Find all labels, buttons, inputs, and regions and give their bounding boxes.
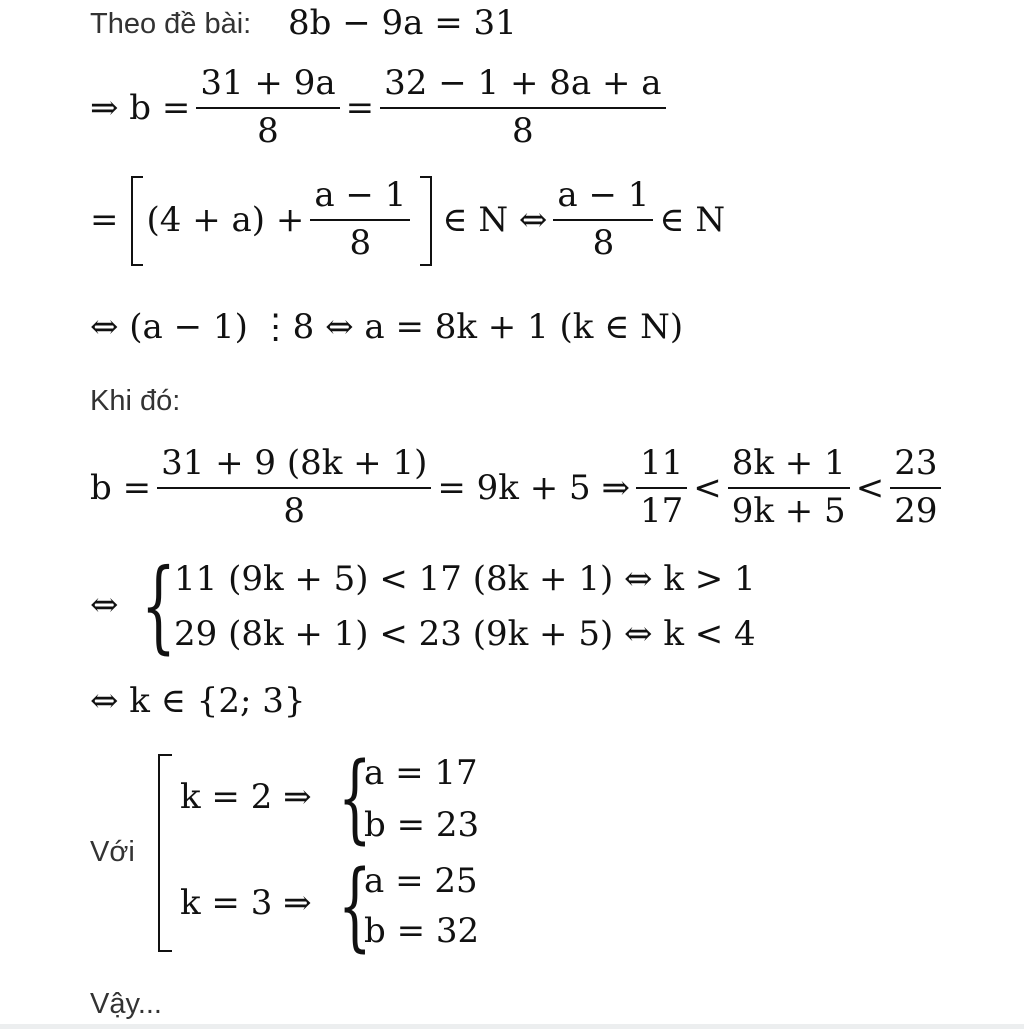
fraction-bar [380, 107, 665, 109]
case-b-23: b = 23 [364, 805, 480, 845]
fraction-bar [196, 107, 339, 109]
equation-b-expression [90, 63, 672, 151]
equals-9k-5-implies: = 9k + 5 ⇒ [437, 467, 630, 508]
b-equals: b = [90, 467, 152, 508]
fraction-denominator: 9k + 5 [731, 490, 846, 531]
square-bracket-group [131, 176, 433, 264]
fraction-denominator: 8 [257, 110, 279, 151]
fraction-bar [890, 487, 941, 489]
fraction-8k1-9k5 [728, 443, 850, 531]
fraction-bar [310, 219, 410, 221]
fraction-numerator: 31 + 9 (8k + 1) [161, 443, 428, 483]
system-equivalence-arrow: ⇔ [90, 585, 119, 625]
bracket-inner-term: (4 + a) + [146, 200, 305, 240]
left-square-bracket [131, 176, 143, 266]
fraction-32-1-8a-a [380, 63, 665, 151]
less-than-sign: < [855, 467, 885, 508]
bottom-divider [0, 1024, 1024, 1029]
case-b-32: b = 32 [364, 911, 480, 951]
fraction-numerator: 31 + 9a [200, 63, 336, 103]
case-a-17: a = 17 [364, 753, 478, 793]
left-curly-brace: { [338, 742, 372, 854]
fraction-denominator: 8 [592, 223, 615, 263]
fraction-numerator: a − 1 [557, 175, 650, 216]
system-row-2: 29 (8k + 1) < 23 (9k + 5) ⇔ k < 4 [174, 614, 756, 654]
fraction-bar [728, 487, 850, 489]
khi-do-label: Khi đó: [90, 385, 181, 417]
fraction-23-29 [890, 443, 941, 531]
fraction-bar [157, 487, 431, 489]
less-than-sign: < [693, 467, 722, 508]
right-square-bracket [420, 176, 432, 266]
membership-equivalence: ∈ N ⇔ [442, 200, 548, 240]
case-condition-k2: k = 2 ⇒ [180, 777, 312, 817]
fraction-denominator: 17 [639, 490, 684, 531]
equation-bracket-membership [90, 176, 725, 264]
fraction-bar [636, 487, 687, 489]
fraction-a-1-over-8 [310, 175, 410, 263]
fraction-denominator: 8 [349, 223, 372, 263]
voi-label: Với [90, 836, 135, 868]
fraction-numerator: 8k + 1 [731, 443, 846, 483]
case-square-bracket [158, 754, 172, 952]
intro-label: Theo đề bài: [90, 8, 252, 40]
fraction-31-9a [196, 63, 339, 151]
k-set-equation: ⇔ k ∈ {2; 3} [90, 681, 306, 721]
conclusion-text: Vậy... [90, 988, 162, 1020]
fraction-31-9-8k-1 [157, 443, 431, 531]
equals-sign: = [345, 87, 375, 128]
fraction-bar [553, 219, 653, 221]
fraction-denominator: 8 [283, 490, 306, 531]
fraction-denominator: 29 [894, 490, 938, 531]
fraction-denominator: 8 [512, 110, 534, 151]
case-condition-k3: k = 3 ⇒ [180, 883, 312, 923]
fraction-11-17 [636, 443, 687, 531]
implies-b-equals: ⇒ b = [90, 87, 191, 128]
equation-b-in-k [90, 443, 947, 531]
left-curly-brace: { [338, 850, 372, 962]
case-a-25: a = 25 [364, 861, 478, 901]
fraction-numerator: 32 − 1 + 8a + a [384, 63, 662, 103]
fraction-numerator: 11 [639, 443, 684, 483]
fraction-numerator: a − 1 [314, 175, 407, 216]
divisibility-equation: ⇔ (a − 1) ⋮8 ⇔ a = 8k + 1 (k ∈ N) [90, 307, 684, 347]
fraction-numerator: 23 [894, 443, 938, 483]
membership-tail: ∈ N [659, 200, 726, 240]
left-curly-brace: { [141, 547, 176, 664]
fraction-a-1-over-8 [553, 175, 653, 263]
system-row-1: 11 (9k + 5) < 17 (8k + 1) ⇔ k > 1 [174, 559, 756, 599]
intro-equation: 8b − 9a = 31 [288, 3, 517, 43]
equals-sign: = [90, 200, 119, 240]
